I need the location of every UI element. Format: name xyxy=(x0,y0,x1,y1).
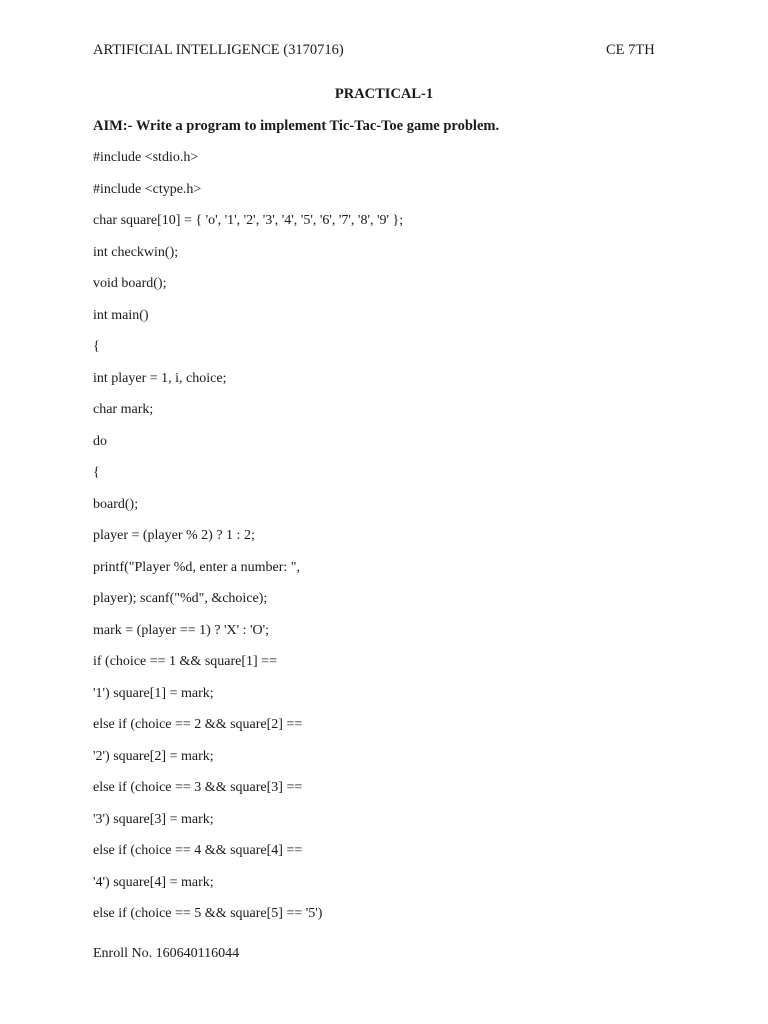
code-line: char square[10] = { 'o', '1', '2', '3', '4', '5', '6', '7', '8', '9' }; xyxy=(93,213,404,228)
code-line: int main() xyxy=(93,307,149,323)
page-title-wrapper xyxy=(0,86,768,103)
code-line: void board(); xyxy=(93,276,167,291)
code-line: '1') square[1] = mark; xyxy=(93,685,214,701)
code-line: board(); xyxy=(93,496,139,512)
code-line: mark = (player == 1) ? 'X' : 'O'; xyxy=(93,622,270,638)
code-line: '4') square[4] = mark; xyxy=(93,874,214,890)
code-line: else if (choice == 3 && square[3] == xyxy=(93,780,303,795)
header-subject: ARTIFICIAL INTELLIGENCE (3170716) xyxy=(93,42,344,58)
code-line: { xyxy=(93,465,100,480)
code-line: int player = 1, i, choice; xyxy=(93,370,227,386)
code-line: char mark; xyxy=(93,402,154,417)
code-line: else if (choice == 2 && square[2] == xyxy=(93,717,303,732)
code-line: int checkwin(); xyxy=(93,244,179,260)
code-line: '2') square[2] = mark; xyxy=(93,748,214,764)
footer-enroll-number: Enroll No. 160640116044 xyxy=(93,946,240,961)
code-line: { xyxy=(93,339,100,354)
page-title: PRACTICAL-1 xyxy=(334,86,434,102)
code-line: if (choice == 1 && square[1] == xyxy=(93,654,277,669)
code-line: do xyxy=(93,433,107,449)
code-line: player = (player % 2) ? 1 : 2; xyxy=(93,528,255,543)
code-line: '3') square[3] = mark; xyxy=(93,811,214,827)
code-line: else if (choice == 4 && square[4] == xyxy=(93,843,303,858)
code-line: #include <ctype.h> xyxy=(93,181,202,197)
header-class: CE 7TH xyxy=(606,42,655,58)
code-line: printf("Player %d, enter a number: ", xyxy=(93,559,300,575)
code-line: player); scanf("%d", &choice); xyxy=(93,591,268,606)
code-line: #include <stdio.h> xyxy=(93,150,199,165)
aim-statement: AIM:- Write a program to implement Tic-Tac-Toe game problem. xyxy=(93,118,500,134)
code-line: else if (choice == 5 && square[5] == '5') xyxy=(93,906,323,921)
code-listing xyxy=(93,149,403,937)
